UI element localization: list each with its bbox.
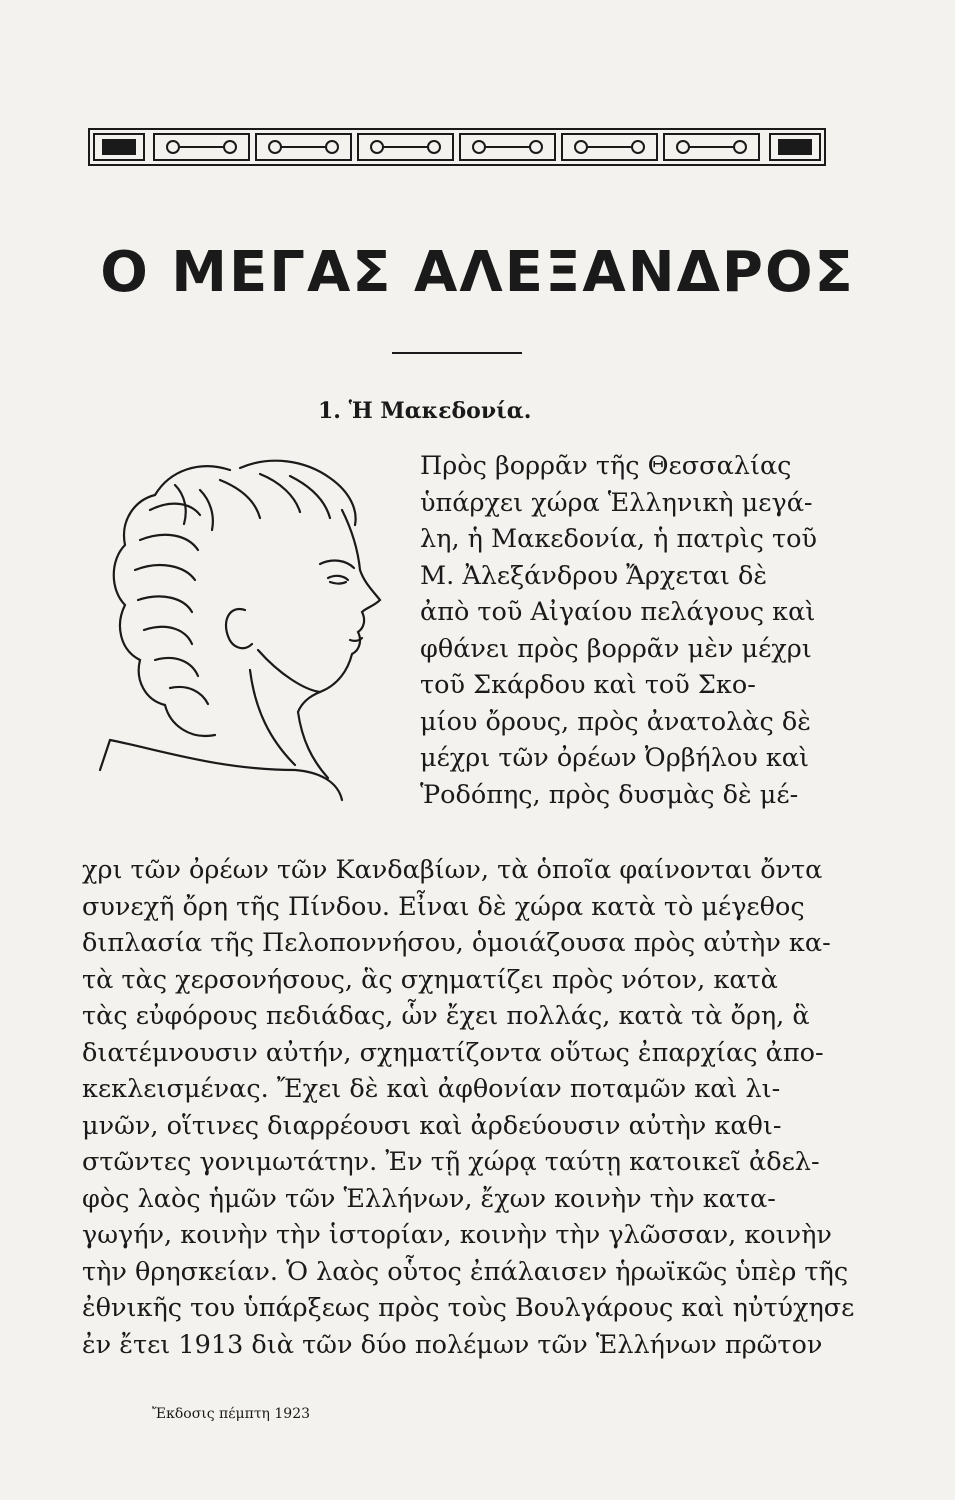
chain-link-icon bbox=[358, 134, 453, 160]
text-line: τὰ τὰς χερσονήσους, ἃς σχηματίζει πρὸς νότον, κατὰ bbox=[82, 964, 778, 995]
alexander-profile-portrait-icon bbox=[80, 440, 420, 840]
text-line: λη, ἡ Μακεδονία, ἡ πατρὶς τοῦ bbox=[420, 524, 817, 554]
page-title: Ο ΜΕΓΑΣ ΑΛΕΞΑΝΔΡΟΣ bbox=[100, 240, 855, 305]
text-line: ἐν ἔτει 1913 διὰ τῶν δύο πολέμων τῶν Ἑλλήνων πρῶτον bbox=[82, 1329, 823, 1360]
text-line: ἀπὸ τοῦ Αἰγαίου πελάγους καὶ bbox=[420, 597, 816, 627]
text-line: στῶντες γονιμωτάτην. Ἐν τῇ χώρᾳ ταύτῃ κατοικεῖ ἀδελ- bbox=[82, 1147, 820, 1177]
text-line: γωγήν, κοινὴν τὴν ἱστορίαν, κοινὴν τὴν γλῶσσαν, κοινὴν bbox=[82, 1220, 832, 1250]
edition-note: Ἔκδοσις πέμπτη 1923 bbox=[152, 1406, 311, 1422]
chain-link-icon bbox=[562, 134, 657, 160]
text-line: μνῶν, οἵτινες διαρρέουσι καὶ ἀρδεύουσιν αὐτὴν καθι- bbox=[82, 1110, 782, 1141]
text-line: φθάνει πρὸς βορρᾶν μὲν μέχρι bbox=[420, 633, 812, 664]
text-line: διπλασία τῆς Πελοποννήσου, ὁμοιάζουσα πρὸς αὐτὴν κα- bbox=[82, 928, 831, 958]
end-cap-right-icon bbox=[770, 134, 820, 160]
text-line: Ῥοδόπης, πρὸς δυσμὰς δὲ μέ- bbox=[420, 779, 799, 810]
chain-link-icon bbox=[664, 134, 759, 160]
text-line: ἐθνικῆς του ὑπάρξεως πρὸς τοὺς Βουλγάρους καὶ ηὐτύχησε bbox=[82, 1293, 855, 1323]
paragraph-wide bbox=[82, 852, 855, 1363]
text-line: τὴν θρησκείαν. Ὁ λαὸς οὗτος ἐπάλαισεν ἡρωϊκῶς ὑπὲρ τῆς bbox=[82, 1256, 849, 1287]
section-heading: 1. Ἡ Μακεδονία. bbox=[318, 398, 532, 424]
text-line: φὸς λαὸς ἡμῶν τῶν Ἑλλήνων, ἔχων κοινὴν τὴν κατα- bbox=[82, 1183, 776, 1214]
title-divider bbox=[392, 352, 522, 354]
text-line: διατέμνουσιν αὐτήν, σχηματίζοντα οὕτως ἐπαρχίας ἀπο- bbox=[82, 1037, 824, 1068]
chain-link-icon bbox=[154, 134, 249, 160]
text-line: Μ. Ἀλεξάνδρου Ἄρχεται δὲ bbox=[420, 560, 768, 591]
text-line: τοῦ Σκάρδου καὶ τοῦ Σκο- bbox=[420, 670, 756, 700]
text-line: κεκλεισμένας. Ἔχει δὲ καὶ ἀφθονίαν ποταμῶν καὶ λι- bbox=[82, 1074, 781, 1104]
text-line: χρι τῶν ὀρέων τῶν Κανδαβίων, τὰ ὁποῖα φαίνονται ὄντα bbox=[82, 855, 823, 885]
chain-link-icon bbox=[256, 134, 351, 160]
text-line: μίου ὄρους, πρὸς ἀνατολὰς δὲ bbox=[420, 706, 811, 737]
text-line: συνεχῆ ὄρη τῆς Πίνδου. Εἶναι δὲ χώρα κατὰ τὸ μέγεθος bbox=[82, 891, 805, 922]
text-line: Πρὸς βορρᾶν τῆς Θεσσαλίας bbox=[420, 451, 792, 481]
ornamental-border-band bbox=[88, 128, 826, 166]
text-line: ὑπάρχει χώρα Ἑλληνικὴ μεγά- bbox=[420, 487, 813, 518]
text-line: μέχρι τῶν ὀρέων Ὀρβήλου καὶ bbox=[420, 743, 809, 773]
end-cap-left-icon bbox=[94, 134, 144, 160]
paragraph-narrow bbox=[420, 448, 828, 813]
text-line: τὰς εὐφόρους πεδιάδας, ὧν ἔχει πολλάς, κατὰ τὰ ὄρη, ἃ bbox=[82, 1001, 810, 1031]
chain-link-icon bbox=[460, 134, 555, 160]
